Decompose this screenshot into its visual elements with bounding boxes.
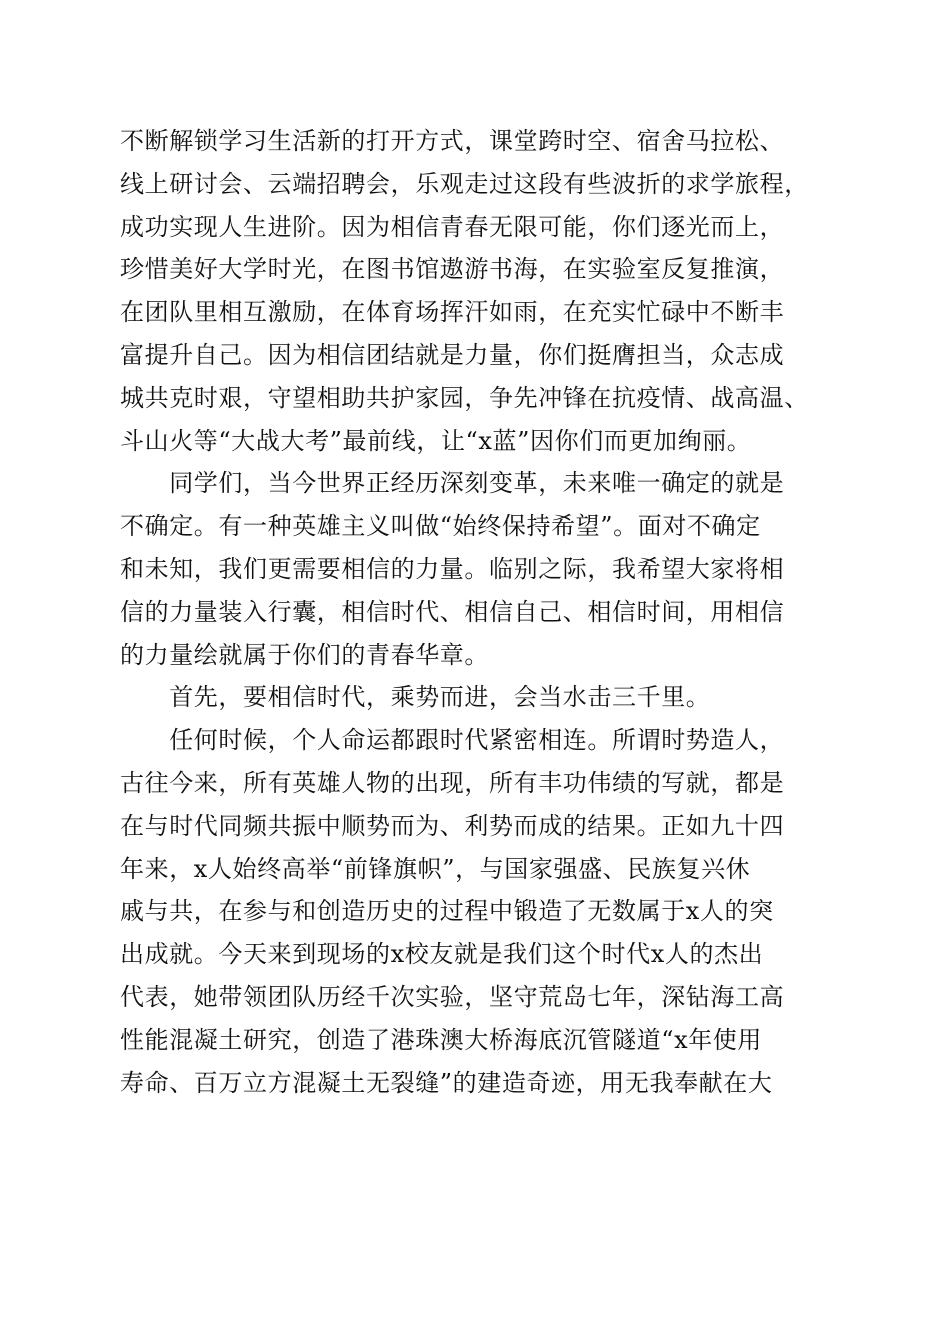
text-line: 城共克时艰，守望相助共护家园，争先冲锋在抗疫情、战高温、 [120,383,809,412]
text-line: 线上研讨会、云端招聘会，乐观走过这段有些波折的求学旅程， [120,169,809,198]
text-line: 成功实现人生进阶。因为相信青春无限可能，你们逐光而上， [120,212,785,241]
text-line: 任何时候，个人命运都跟时代紧密相连。所谓时势造人， [120,726,785,755]
body-text [120,120,832,1104]
text-line: 在团队里相互激励，在体育场挥汗如雨，在充实忙碌中不断丰 [120,298,785,327]
text-line: 年来，x人始终高举“前锋旗帜”，与国家强盛、民族复兴休 [120,854,751,883]
text-line: 出成就。今天来到现场的x校友就是我们这个时代x人的杰出 [120,940,764,969]
text-line: 不断解锁学习生活新的打开方式，课堂跨时空、宿舍马拉松、 [120,127,785,155]
text-line: 首先，要相信时代，乘势而进，会当水击三千里。 [120,683,711,712]
text-line: 在与时代同频共振中顺势而为、利势而成的结果。正如九十四 [120,811,785,840]
text-line: 同学们，当今世界正经历深刻变革，未来唯一确定的就是 [120,469,785,498]
text-line: 的力量绘就属于你们的青春华章。 [120,640,489,669]
text-line: 珍惜美好大学时光，在图书馆遨游书海，在实验室反复推演， [120,255,785,284]
text-line: 性能混凝土研究，创造了港珠澳大桥海底沉管隧道“x年使用 [120,1025,763,1054]
text-line: 古往今来，所有英雄人物的出现，所有丰功伟绩的写就，都是 [120,768,785,797]
text-line: 斗山火等“大战大考”最前线，让“x蓝”因你们而更加绚丽。 [120,426,752,455]
text-line: 信的力量装入行囊，相信时代、相信自己、相信时间，用相信 [120,597,785,626]
text-line: 和未知，我们更需要相信的力量。临别之际，我希望大家将相 [120,554,785,583]
text-line: 富提升自己。因为相信团结就是力量，你们挺膺担当，众志成 [120,340,785,369]
text-line: 不确定。有一种英雄主义叫做“始终保持希望”。面对不确定 [120,512,761,541]
text-line: 寿命、百万立方混凝土无裂缝”的建造奇迹，用无我奉献在大 [120,1068,773,1097]
text-line: 代表，她带领团队历经千次实验，坚守荒岛七年，深钻海工高 [120,982,785,1011]
text-line: 戚与共，在参与和创造历史的过程中锻造了无数属于x人的突 [120,897,774,926]
